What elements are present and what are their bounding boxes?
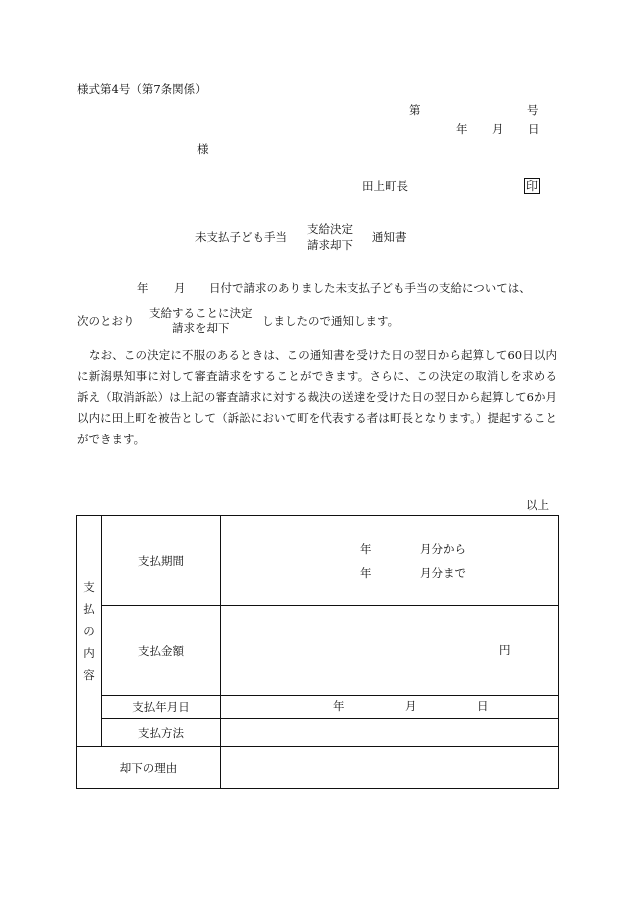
payment-contents-group-label [77,516,102,747]
payment-amount-field[interactable] [221,606,559,696]
title-option-grant: 支給決定 [307,222,353,236]
title-suffix: 通知書 [372,230,407,244]
body-option-grant: 支給することに決定 [149,306,253,320]
payment-date-label: 支払年月日 [102,696,221,719]
period-to-month: 月分まで [420,566,466,580]
period-from-year: 年 [360,542,372,556]
seal-mark: 印 [526,179,539,193]
addressee-suffix: 様 [197,142,209,156]
form-number: 様式第4号（第7条関係） [77,82,207,96]
title-option-reject: 請求却下 [307,238,353,252]
document-number-prefix: 第 [409,103,421,117]
closing-text: 以上 [526,498,549,512]
payment-date-month: 月 [405,699,417,713]
body-year-label: 年 [137,281,149,295]
body-line1-text: 日付で請求のありました未支払子ども手当の支給については、 [209,281,531,295]
document-number-suffix: 号 [527,103,539,117]
title-prefix: 未支払子ども手当 [195,230,287,244]
objection-notice: なお、この決定に不服のあるときは、この通知書を受けた日の翌日から起算して60日以内に新潟県知事に対して審査請求をすることができます。さらに、この決定の取消しを求める訴え（取消訴訟）は上記の審査請求に対する裁決の送達を受けた日の翌日から起算して6か月以内に田上町を被告として（訴訟において町を代表する者は町長となります。）提起することができます。 [77,348,557,446]
group-label-char: 支 [83,580,95,594]
rejection-reason-field[interactable] [221,747,559,789]
payment-method-field[interactable] [221,719,559,747]
payment-date-field[interactable] [221,696,559,719]
payment-period-field[interactable] [221,516,559,606]
payment-date-day: 日 [477,699,489,713]
period-from-month: 月分から [420,542,466,556]
payment-date-year: 年 [333,699,345,713]
payment-method-label: 支払方法 [102,719,221,747]
date-year-label: 年 [456,122,468,136]
payment-details-table [76,515,559,789]
rejection-reason-label: 却下の理由 [77,747,221,789]
body-option-reject: 請求を却下 [172,321,230,335]
issuer-name: 田上町長 [362,179,408,193]
body-line2-suffix: しましたので通知します。 [262,314,400,328]
payment-amount-label: 支払金額 [102,606,221,696]
amount-unit: 円 [499,643,511,657]
group-label-char: 払 [83,602,95,616]
group-label-char: 容 [83,668,95,682]
body-month-label: 月 [174,281,186,295]
body-line2-prefix: 次のとおり [77,314,135,328]
payment-period-label: 支払期間 [102,516,221,606]
date-day-label: 日 [528,122,540,136]
group-label-char: 内 [83,646,95,660]
date-month-label: 月 [492,122,504,136]
group-label-char: の [83,624,95,638]
period-to-year: 年 [360,566,372,580]
